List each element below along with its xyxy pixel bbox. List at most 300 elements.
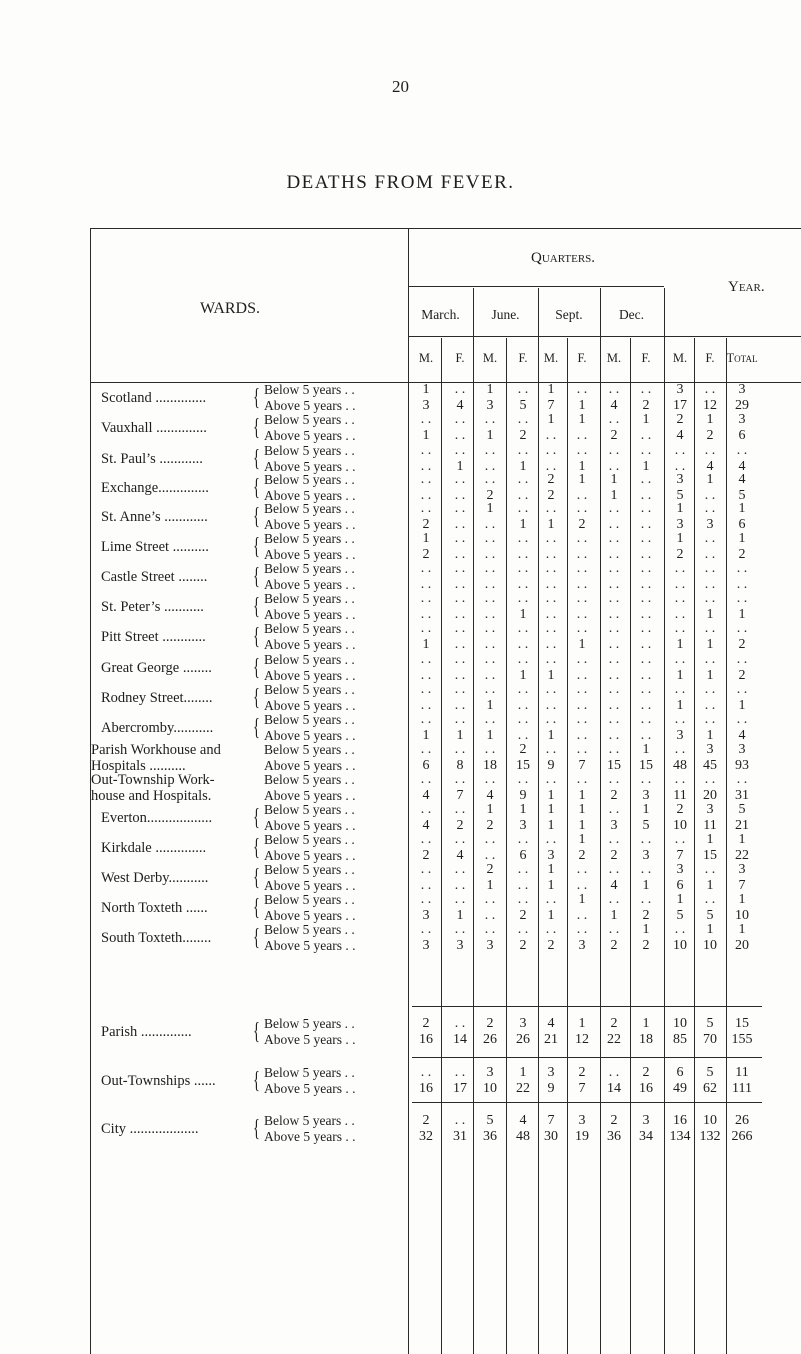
cell-value: 1	[676, 501, 684, 516]
cell-value: . .	[704, 698, 716, 713]
cell-value: 2	[610, 788, 618, 803]
cell-value: . .	[545, 577, 557, 592]
cell-value: . .	[608, 459, 620, 474]
age-label-below: Below 5 years . .	[264, 742, 355, 757]
cell-value: 3	[547, 848, 555, 863]
cell-value: . .	[736, 621, 748, 636]
column-header: M.	[543, 351, 559, 365]
cell-value: 4	[456, 848, 464, 863]
cell-value: 1	[578, 637, 586, 652]
cell-value: 1	[738, 698, 746, 713]
brace: {	[253, 805, 260, 831]
cell-value: 1	[738, 832, 746, 847]
cell-value: . .	[608, 607, 620, 622]
brace: {	[253, 895, 260, 921]
age-label-above: Above 5 years . .	[264, 607, 356, 622]
cell-value: . .	[608, 577, 620, 592]
cell-value: . .	[608, 652, 620, 667]
cell-value: 1	[422, 728, 430, 743]
cell-value: . .	[640, 472, 652, 487]
cell-value: 7	[676, 848, 684, 863]
cell-value: . .	[420, 802, 432, 817]
cell-value: 2	[519, 908, 527, 923]
summary-label: Parish ..............	[101, 1024, 192, 1040]
cell-value: . .	[608, 712, 620, 727]
age-label-below: Below 5 years . .	[264, 1065, 355, 1080]
age-label-above: Above 5 years . .	[264, 1032, 356, 1047]
cell-value: 30	[544, 1129, 558, 1144]
cell-value: . .	[674, 832, 686, 847]
cell-value: 1	[422, 428, 430, 443]
column-rule	[441, 338, 442, 1354]
cell-value: 3	[422, 398, 430, 413]
cell-value: . .	[736, 652, 748, 667]
cell-value: 6	[422, 758, 430, 773]
cell-value: . .	[517, 637, 529, 652]
cell-value: 2	[486, 488, 494, 503]
cell-value: . .	[608, 922, 620, 937]
cell-value: . .	[608, 382, 620, 397]
cell-value: 7	[578, 1081, 586, 1096]
cell-value: 14	[453, 1032, 467, 1047]
cell-value: . .	[640, 637, 652, 652]
cell-value: 7	[547, 1113, 555, 1128]
cell-value: . .	[517, 547, 529, 562]
cell-value: . .	[517, 577, 529, 592]
cell-value: 1	[547, 908, 555, 923]
cell-value: . .	[674, 652, 686, 667]
cell-value: . .	[454, 428, 466, 443]
cell-value: . .	[454, 832, 466, 847]
cell-value: . .	[608, 561, 620, 576]
age-label-above: Above 5 years . .	[264, 428, 356, 443]
column-rule	[664, 288, 665, 1354]
cell-value: . .	[517, 412, 529, 427]
cell-value: 1	[486, 382, 494, 397]
age-label-above: Above 5 years . .	[264, 637, 356, 652]
cell-value: 2	[519, 938, 527, 953]
cell-value: . .	[608, 772, 620, 787]
cell-value: . .	[704, 382, 716, 397]
cell-value: . .	[736, 443, 748, 458]
cell-value: 2	[738, 668, 746, 683]
brace: {	[253, 534, 260, 560]
cell-value: . .	[545, 459, 557, 474]
cell-value: 3	[456, 938, 464, 953]
age-label-above: Above 5 years . .	[264, 517, 356, 532]
cell-value: 1	[676, 698, 684, 713]
cell-value: . .	[576, 878, 588, 893]
column-header: M.	[672, 351, 688, 365]
cell-value: 2	[422, 517, 430, 532]
cell-value: . .	[420, 501, 432, 516]
cell-value: . .	[576, 607, 588, 622]
cell-value: 1	[642, 802, 650, 817]
quarters-header: Quarters.	[531, 250, 596, 266]
cell-value: 4	[610, 878, 618, 893]
cell-value: . .	[640, 728, 652, 743]
cell-value: 10	[673, 1016, 687, 1031]
cell-value: 36	[607, 1129, 621, 1144]
cell-value: . .	[420, 878, 432, 893]
cell-value: . .	[420, 412, 432, 427]
column-header: F.	[518, 351, 528, 365]
cell-value: 20	[735, 938, 749, 953]
cell-value: . .	[736, 561, 748, 576]
cell-value: . .	[420, 577, 432, 592]
cell-value: . .	[517, 862, 529, 877]
cell-value: 1	[486, 428, 494, 443]
cell-value: 1	[578, 459, 586, 474]
brace: {	[253, 564, 260, 590]
cell-value: . .	[484, 472, 496, 487]
brace: {	[253, 415, 260, 441]
cell-value: . .	[517, 501, 529, 516]
cell-value: . .	[640, 698, 652, 713]
cell-value: 1	[610, 908, 618, 923]
cell-value: . .	[517, 698, 529, 713]
cell-value: 4	[738, 472, 746, 487]
age-label-above: Above 5 years . .	[264, 728, 356, 743]
age-label-below: Below 5 years . .	[264, 412, 355, 427]
age-label-below: Below 5 years . .	[264, 832, 355, 847]
cell-value: . .	[704, 892, 716, 907]
cell-value: 1	[547, 818, 555, 833]
cell-value: 2	[422, 1016, 430, 1031]
cell-value: 2	[642, 938, 650, 953]
cell-value: 1	[642, 922, 650, 937]
column-header: F.	[577, 351, 587, 365]
cell-value: 14	[607, 1081, 621, 1096]
cell-value: 4	[422, 818, 430, 833]
cell-value: 6	[519, 848, 527, 863]
cell-value: . .	[704, 772, 716, 787]
cell-value: . .	[545, 742, 557, 757]
cell-value: 22	[607, 1032, 621, 1047]
cell-value: 48	[516, 1129, 530, 1144]
cell-value: . .	[674, 712, 686, 727]
cell-value: 2	[610, 1113, 618, 1128]
brace: {	[253, 655, 260, 681]
cell-value: 1	[519, 459, 527, 474]
cell-value: . .	[640, 832, 652, 847]
column-rule	[726, 338, 727, 1354]
cell-value: 12	[703, 398, 717, 413]
age-label-above: Above 5 years . .	[264, 908, 356, 923]
age-label-below: Below 5 years . .	[264, 862, 355, 877]
cell-value: . .	[517, 922, 529, 937]
age-label-below: Below 5 years . .	[264, 652, 355, 667]
cell-value: . .	[674, 561, 686, 576]
cell-value: . .	[517, 832, 529, 847]
cell-value: . .	[545, 591, 557, 606]
cell-value: . .	[517, 878, 529, 893]
ward-label: Pitt Street ............	[101, 629, 206, 645]
brace: {	[253, 1116, 260, 1142]
cell-value: 1	[486, 698, 494, 713]
age-label-above: Above 5 years . .	[264, 577, 356, 592]
cell-value: . .	[608, 832, 620, 847]
cell-value: . .	[576, 862, 588, 877]
cell-value: . .	[640, 652, 652, 667]
cell-value: . .	[545, 607, 557, 622]
cell-value: . .	[640, 428, 652, 443]
cell-value: 1	[519, 1065, 527, 1080]
cell-value: . .	[454, 561, 466, 576]
cell-value: 1	[706, 922, 714, 937]
cell-value: . .	[640, 382, 652, 397]
wards-column-rule	[408, 228, 409, 1354]
cell-value: . .	[454, 472, 466, 487]
cell-value: . .	[704, 501, 716, 516]
table-top-rule	[90, 228, 801, 229]
cell-value: . .	[545, 531, 557, 546]
cell-value: . .	[608, 591, 620, 606]
cell-value: . .	[704, 712, 716, 727]
cell-value: 2	[676, 802, 684, 817]
age-label-below: Below 5 years . .	[264, 1113, 355, 1128]
cell-value: 1	[706, 832, 714, 847]
cell-value: . .	[454, 682, 466, 697]
cell-value: 1	[676, 892, 684, 907]
cell-value: 1	[706, 878, 714, 893]
cell-value: 5	[519, 398, 527, 413]
age-label-above: Above 5 years . .	[264, 1129, 356, 1144]
cell-value: 6	[676, 878, 684, 893]
cell-value: 7	[547, 398, 555, 413]
cell-value: . .	[640, 531, 652, 546]
cell-value: . .	[674, 607, 686, 622]
cell-value: 10	[483, 1081, 497, 1096]
cell-value: 2	[547, 488, 555, 503]
cell-value: . .	[484, 443, 496, 458]
cell-value: 2	[610, 1016, 618, 1031]
cell-value: 1	[706, 637, 714, 652]
cell-value: 3	[706, 802, 714, 817]
cell-value: 1	[676, 637, 684, 652]
age-label-above: Above 5 years . .	[264, 758, 356, 773]
cell-value: 2	[547, 472, 555, 487]
page-number: 20	[392, 77, 409, 96]
cell-value: . .	[545, 501, 557, 516]
cell-value: . .	[420, 1065, 432, 1080]
cell-value: 5	[486, 1113, 494, 1128]
cell-value: 2	[578, 517, 586, 532]
cell-value: . .	[704, 621, 716, 636]
cell-value: 1	[578, 818, 586, 833]
cell-value: 3	[486, 1065, 494, 1080]
cell-value: . .	[736, 577, 748, 592]
cell-value: . .	[545, 698, 557, 713]
cell-value: . .	[420, 832, 432, 847]
cell-value: 62	[703, 1081, 717, 1096]
age-label-below: Below 5 years . .	[264, 892, 355, 907]
cell-value: . .	[454, 1113, 466, 1128]
cell-value: . .	[454, 802, 466, 817]
cell-value: 3	[676, 728, 684, 743]
cell-value: 93	[735, 758, 749, 773]
cell-value: 22	[516, 1081, 530, 1096]
cell-value: . .	[545, 621, 557, 636]
cell-value: . .	[608, 412, 620, 427]
cell-value: 4	[738, 459, 746, 474]
ward-label: Castle Street ........	[101, 569, 208, 585]
age-label-above: Above 5 years . .	[264, 818, 356, 833]
cell-value: . .	[576, 712, 588, 727]
cell-value: 3	[738, 412, 746, 427]
cell-value: . .	[704, 862, 716, 877]
cell-value: . .	[608, 668, 620, 683]
age-label-below: Below 5 years . .	[264, 531, 355, 546]
cell-value: . .	[420, 561, 432, 576]
cell-value: 20	[703, 788, 717, 803]
cell-value: . .	[674, 459, 686, 474]
cell-value: . .	[454, 488, 466, 503]
cell-value: 3	[519, 818, 527, 833]
cell-value: . .	[484, 712, 496, 727]
cell-value: 5	[706, 908, 714, 923]
cell-value: 1	[519, 802, 527, 817]
cell-value: 1	[706, 607, 714, 622]
cell-value: 49	[673, 1081, 687, 1096]
cell-value: . .	[454, 878, 466, 893]
cell-value: 3	[676, 382, 684, 397]
cell-value: . .	[517, 652, 529, 667]
ward-label: Kirkdale ..............	[101, 840, 207, 856]
cell-value: . .	[517, 382, 529, 397]
cell-value: 15	[639, 758, 653, 773]
brace: {	[253, 624, 260, 650]
cell-value: 1	[519, 668, 527, 683]
cell-value: . .	[517, 591, 529, 606]
cell-value: . .	[420, 472, 432, 487]
cell-value: . .	[484, 637, 496, 652]
column-header: M.	[606, 351, 622, 365]
cell-value: 2	[486, 1016, 494, 1031]
cell-value: 2	[547, 938, 555, 953]
cell-value: 1	[547, 668, 555, 683]
cell-value: 2	[642, 1065, 650, 1080]
cell-value: 7	[456, 788, 464, 803]
cell-value: 2	[610, 428, 618, 443]
cell-value: 70	[703, 1032, 717, 1047]
brace: {	[253, 504, 260, 530]
quarter-header: March.	[421, 307, 460, 322]
age-label-above: Above 5 years . .	[264, 459, 356, 474]
cell-value: 18	[483, 758, 497, 773]
cell-value: . .	[608, 547, 620, 562]
cell-value: . .	[454, 591, 466, 606]
cell-value: 16	[419, 1032, 433, 1047]
cell-value: 1	[738, 892, 746, 907]
cell-value: 155	[731, 1032, 753, 1047]
cell-value: . .	[736, 591, 748, 606]
cell-value: 3	[422, 938, 430, 953]
cell-value: 1	[676, 668, 684, 683]
cell-value: 22	[735, 848, 749, 863]
cell-value: . .	[608, 531, 620, 546]
ward-label: West Derby...........	[101, 870, 209, 886]
cell-value: . .	[608, 621, 620, 636]
cell-value: . .	[454, 637, 466, 652]
cell-value: . .	[576, 531, 588, 546]
cell-value: 3	[642, 848, 650, 863]
cell-value: 16	[673, 1113, 687, 1128]
cell-value: 11	[703, 818, 717, 833]
cell-value: 1	[422, 382, 430, 397]
cell-value: . .	[704, 531, 716, 546]
cell-value: . .	[454, 668, 466, 683]
cell-value: 1	[642, 742, 650, 757]
cell-value: . .	[640, 517, 652, 532]
cell-value: . .	[576, 501, 588, 516]
cell-value: 1	[456, 459, 464, 474]
cell-value: 4	[547, 1016, 555, 1031]
cell-value: 3	[738, 862, 746, 877]
cell-value: . .	[420, 712, 432, 727]
cell-value: 1	[610, 472, 618, 487]
cell-value: . .	[608, 742, 620, 757]
cell-value: . .	[545, 892, 557, 907]
cell-value: . .	[608, 501, 620, 516]
cell-value: 2	[519, 742, 527, 757]
cell-value: 2	[456, 818, 464, 833]
cell-value: 1	[519, 607, 527, 622]
cell-value: . .	[484, 412, 496, 427]
cell-value: 34	[639, 1129, 653, 1144]
ward-label: Great George ........	[101, 660, 212, 676]
cell-value: 17	[673, 398, 687, 413]
brace: {	[253, 475, 260, 501]
cell-value: . .	[420, 698, 432, 713]
cell-value: . .	[484, 547, 496, 562]
group-rule	[412, 1102, 762, 1103]
ward-label: Exchange..............	[101, 480, 209, 496]
brace: {	[253, 385, 260, 411]
cell-value: 3	[547, 1065, 555, 1080]
cell-value: 10	[703, 1113, 717, 1128]
cell-value: 3	[642, 1113, 650, 1128]
cell-value: 4	[519, 1113, 527, 1128]
cell-value: . .	[420, 892, 432, 907]
cell-value: 4	[610, 398, 618, 413]
cell-value: 2	[738, 637, 746, 652]
cell-value: . .	[420, 621, 432, 636]
brace: {	[253, 446, 260, 472]
cell-value: . .	[545, 443, 557, 458]
age-label-above: Above 5 years . .	[264, 848, 356, 863]
cell-value: . .	[454, 698, 466, 713]
cell-value: 2	[422, 1113, 430, 1128]
age-label-below: Below 5 years . .	[264, 682, 355, 697]
cell-value: 3	[519, 1016, 527, 1031]
cell-value: 1	[578, 398, 586, 413]
cell-value: 3	[610, 818, 618, 833]
cell-value: . .	[454, 1016, 466, 1031]
cell-value: . .	[674, 577, 686, 592]
cell-value: . .	[420, 862, 432, 877]
page-title: DEATHS FROM FEVER.	[286, 172, 515, 193]
cell-value: . .	[420, 772, 432, 787]
column-header: F.	[705, 351, 715, 365]
cell-value: 3	[676, 517, 684, 532]
cell-value: 1	[706, 472, 714, 487]
cell-value: . .	[640, 668, 652, 683]
cell-value: 85	[673, 1032, 687, 1047]
cell-value: 3	[578, 938, 586, 953]
cell-value: 4	[738, 728, 746, 743]
cell-value: 1	[422, 531, 430, 546]
